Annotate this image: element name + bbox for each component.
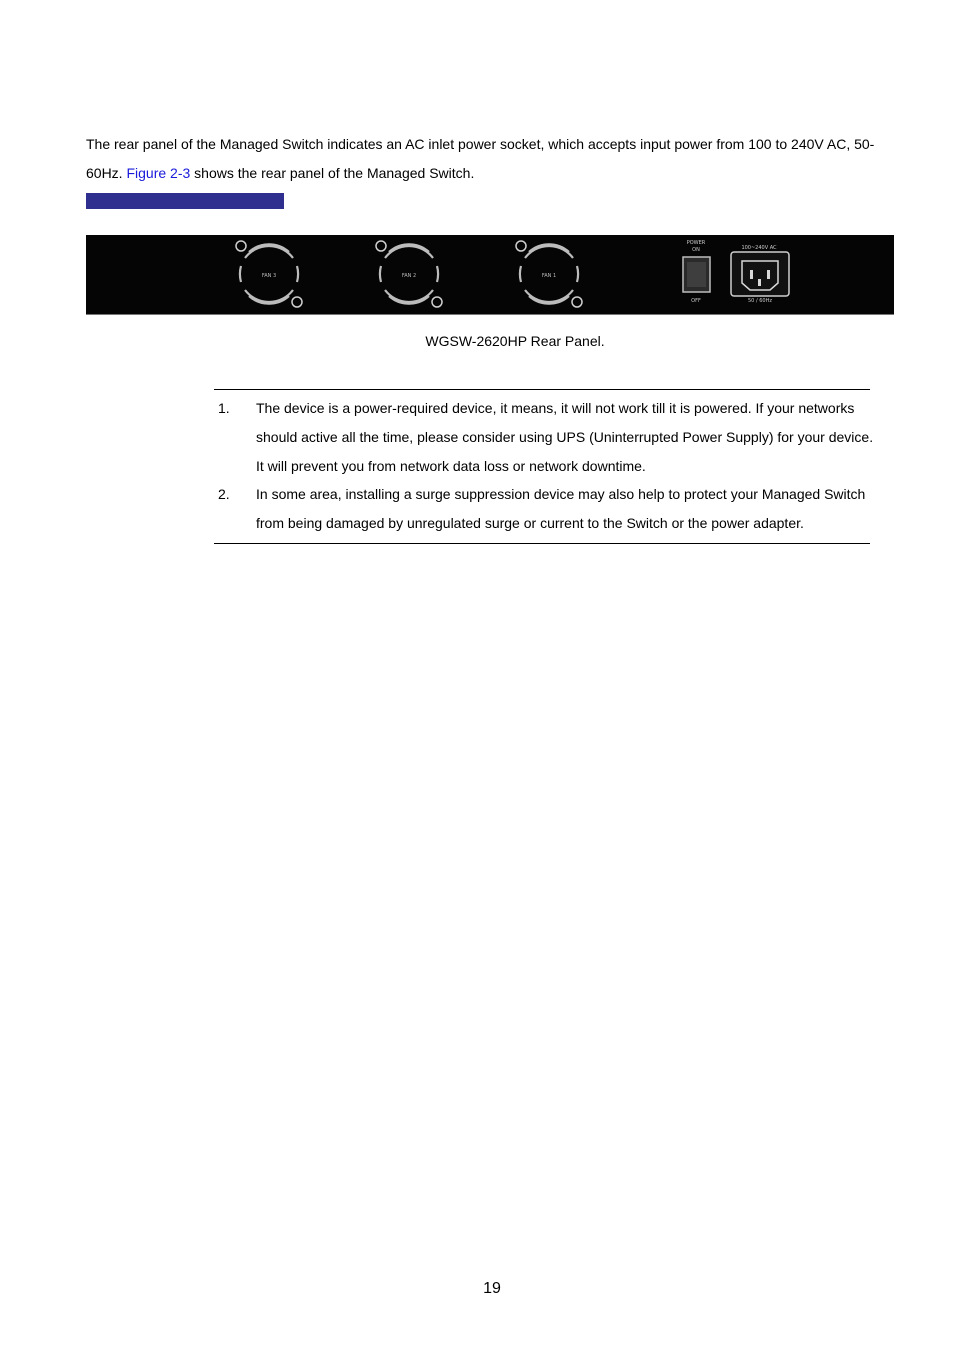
list-number: 2.	[218, 486, 230, 502]
ac-input-label: 100~240V AC	[741, 245, 777, 251]
fan-label: FAN 1	[541, 273, 557, 279]
page-number: 19	[483, 1280, 501, 1297]
rear-panel-image	[86, 235, 894, 315]
power-off-label: OFF	[691, 298, 701, 304]
figure-title-bar	[86, 193, 284, 209]
intro-paragraph	[86, 130, 886, 188]
intro-text: The rear panel of the Managed Switch indicates an AC inlet power socket, which accepts input power from 100 to 240V AC, 50-60Hz.	[86, 136, 875, 181]
figure-caption: WGSW-2620HP Rear Panel.	[425, 333, 605, 349]
fan-label: FAN 3	[261, 273, 277, 279]
list-number: 1.	[218, 400, 230, 416]
figure-link[interactable]: Figure 2-3	[126, 165, 191, 181]
intro-text-end: shows the rear panel of the Managed Switch.	[190, 165, 475, 181]
list-text: The device is a power-required device, it means, it will not work till it is powered. If your networks should active all the time, please consider using UPS (Uninterrupted Power Supply) for your device. It will prevent you from network data loss or network downtime.	[256, 400, 874, 474]
power-label: POWER	[686, 240, 706, 246]
list-text: In some area, installing a surge suppression device may also help to protect your Managed Switch from being damaged by unregulated surge or current to the Switch or the power adapter.	[256, 486, 866, 531]
frequency-label: 50 / 60Hz	[748, 298, 772, 304]
power-on-label: ON	[692, 247, 700, 253]
ac-inlet-socket	[731, 252, 789, 296]
power-switch[interactable]	[683, 257, 710, 292]
note-box	[214, 389, 874, 544]
fan-label: FAN 2	[401, 273, 417, 279]
